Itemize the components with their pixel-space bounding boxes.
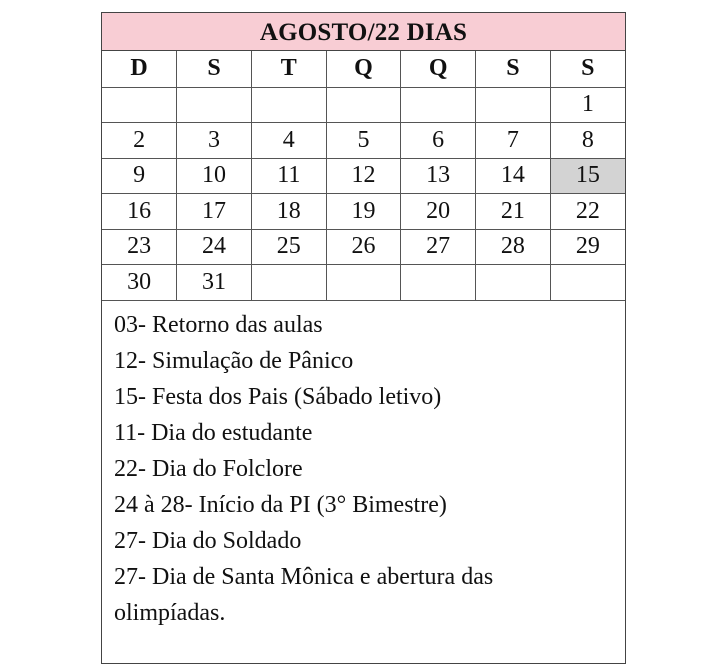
day-cell: 19: [326, 194, 401, 230]
event-item: 12- Simulação de Pânico: [114, 347, 354, 374]
day-cell: 7: [476, 123, 551, 159]
calendar-table: [101, 12, 626, 664]
event-item: 03- Retorno das aulas: [114, 311, 323, 338]
day-cell: 2: [102, 123, 177, 159]
weekday-header: Q: [326, 51, 401, 87]
day-cell: [476, 87, 551, 123]
day-cell: 22: [550, 194, 625, 230]
day-cell: [102, 87, 177, 123]
week-row: [102, 123, 625, 159]
day-cell: [251, 87, 326, 123]
calendar-title: AGOSTO/22 DIAS: [102, 13, 625, 51]
day-cell: 14: [476, 158, 551, 194]
day-cell: 29: [550, 229, 625, 265]
day-cell: [401, 265, 476, 301]
event-item: 15- Festa dos Pais (Sábado letivo): [114, 383, 442, 410]
event-item: 27- Dia de Santa Mônica e abertura das olimpíadas.: [114, 563, 494, 626]
day-cell: [177, 87, 252, 123]
events-list: [102, 301, 625, 631]
day-cell: 10: [177, 158, 252, 194]
day-cell: 24: [177, 229, 252, 265]
day-cell: 23: [102, 229, 177, 265]
day-cell: 16: [102, 194, 177, 230]
calendar-grid: [102, 51, 625, 301]
day-cell: 6: [401, 123, 476, 159]
day-cell: 11: [251, 158, 326, 194]
day-cell: 12: [326, 158, 401, 194]
day-cell: 3: [177, 123, 252, 159]
event-item: 27- Dia do Soldado: [114, 527, 302, 554]
weekday-header: D: [102, 51, 177, 87]
week-row: [102, 87, 625, 123]
event-item: 22- Dia do Folclore: [114, 455, 303, 482]
day-cell: 25: [251, 229, 326, 265]
day-cell: 17: [177, 194, 252, 230]
day-cell: 21: [476, 194, 551, 230]
day-cell: 18: [251, 194, 326, 230]
week-row: [102, 265, 625, 301]
day-cell: [326, 87, 401, 123]
day-cell: 4: [251, 123, 326, 159]
week-row: [102, 229, 625, 265]
day-cell: [326, 265, 401, 301]
day-cell: 9: [102, 158, 177, 194]
day-cell: 5: [326, 123, 401, 159]
day-cell: 26: [326, 229, 401, 265]
week-row: [102, 194, 625, 230]
day-cell: 1: [550, 87, 625, 123]
day-cell: [550, 265, 625, 301]
day-cell: 20: [401, 194, 476, 230]
event-item: 24 à 28- Início da PI (3° Bimestre): [114, 491, 447, 518]
weekday-header: S: [550, 51, 625, 87]
highlighted-day-cell: 15: [550, 158, 625, 194]
weekday-header-row: [102, 51, 625, 87]
event-item: 11- Dia do estudante: [114, 419, 313, 446]
day-cell: 27: [401, 229, 476, 265]
weekday-header: T: [251, 51, 326, 87]
day-cell: 28: [476, 229, 551, 265]
weekday-header: S: [177, 51, 252, 87]
day-cell: 30: [102, 265, 177, 301]
day-cell: 31: [177, 265, 252, 301]
day-cell: [251, 265, 326, 301]
day-cell: 8: [550, 123, 625, 159]
day-cell: 13: [401, 158, 476, 194]
weekday-header: S: [476, 51, 551, 87]
day-cell: [476, 265, 551, 301]
weekday-header: Q: [401, 51, 476, 87]
day-cell: [401, 87, 476, 123]
week-row: [102, 158, 625, 194]
